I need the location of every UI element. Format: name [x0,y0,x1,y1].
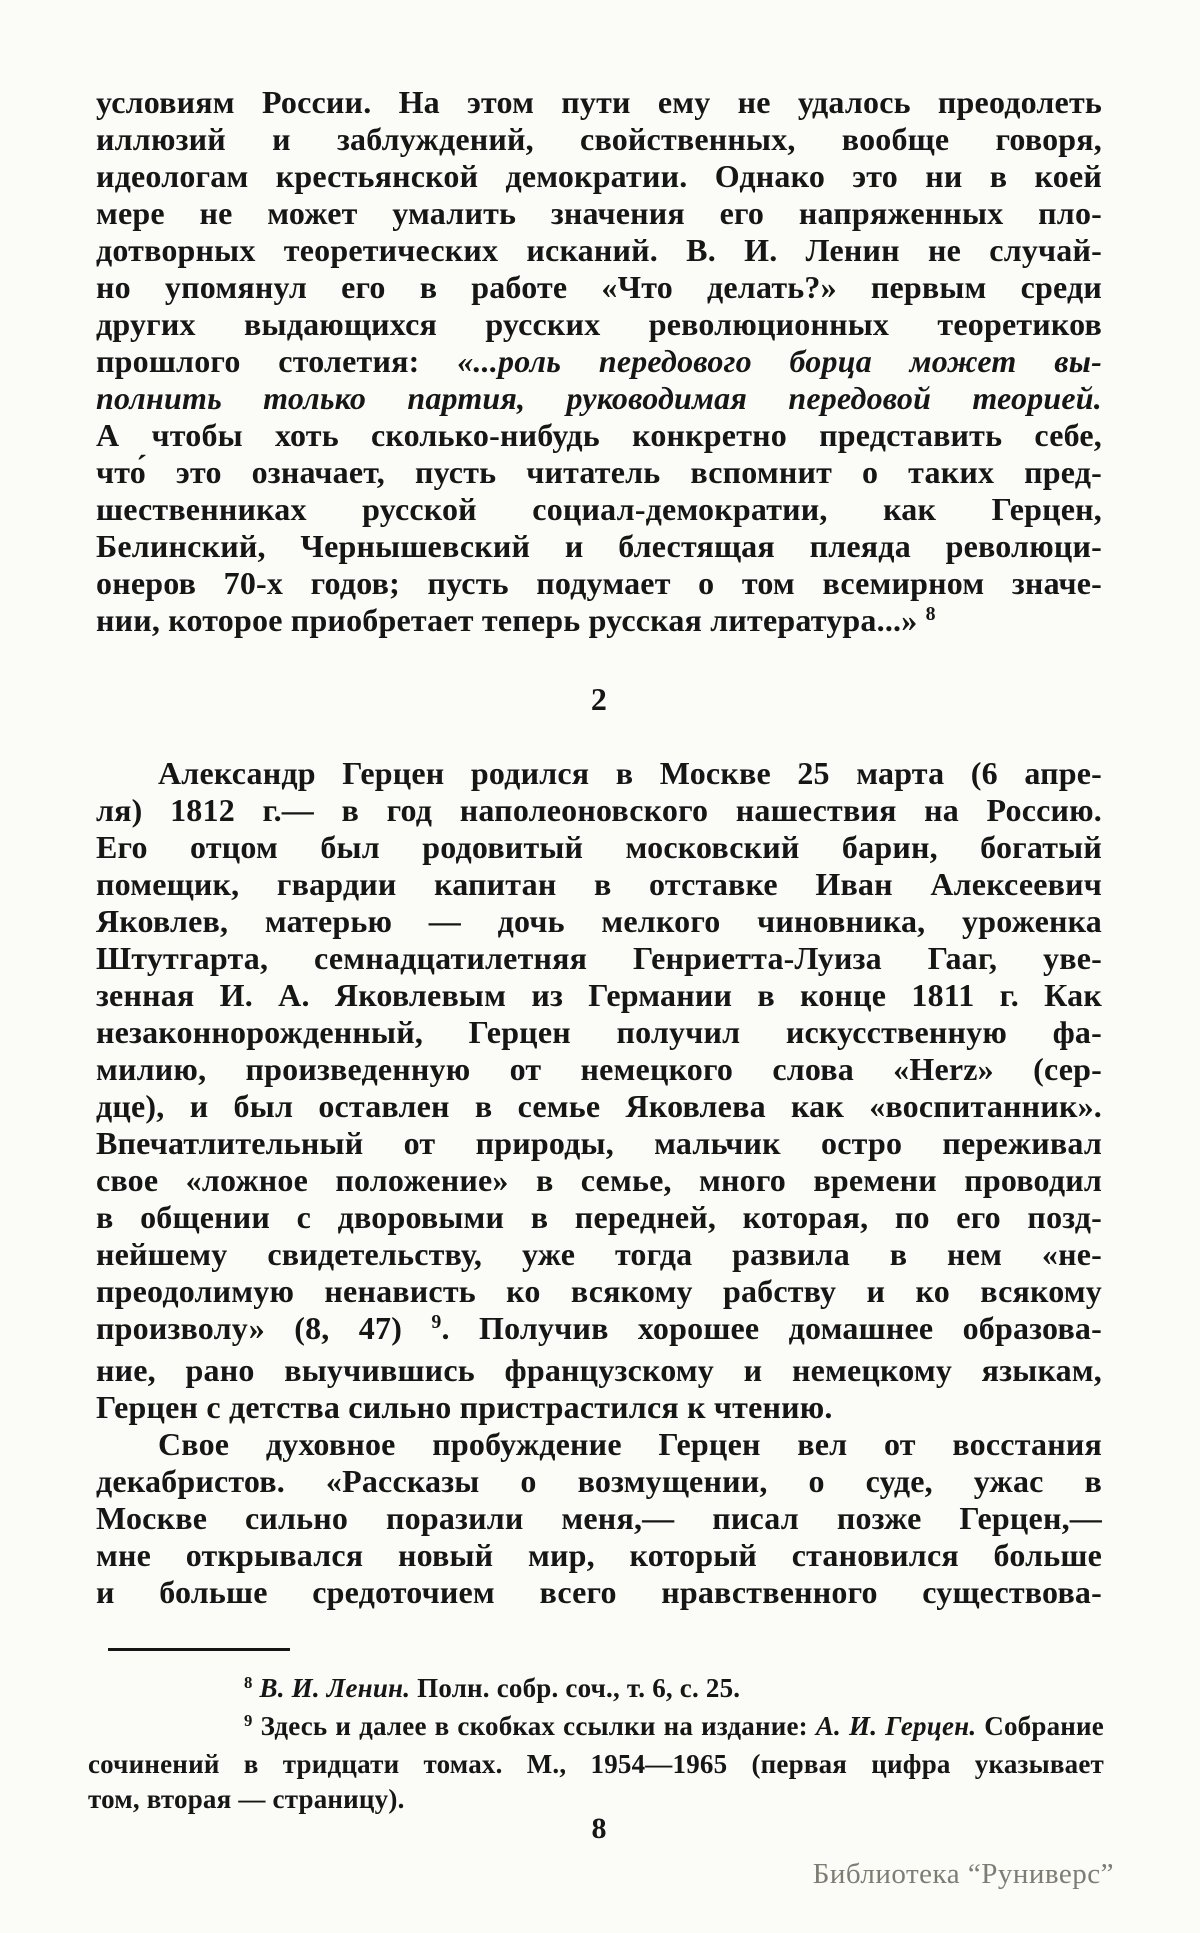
text-segment: иллюзий и заблуждений, свойственных, вообще говоря, [96,121,1102,157]
text-segment: милию, произведенную от немецкого слова «Herz» (сер- [96,1051,1102,1087]
text-line [96,343,1102,380]
text-segment: полнить только партия, руководимая передовой теорией. [96,380,1102,416]
paragraph-continuation [96,84,1102,644]
text-line [96,269,1102,306]
section-number-heading: 2 [590,681,608,717]
text-segment: дотворных теоретических исканий. В. И. Ленин не случай- [96,232,1102,268]
text-segment: . Получив хорошее домашнее образова- [441,1310,1102,1346]
text-segment: помещик, гвардии капитан в отставке Иван Алексеевич [96,866,1102,902]
text-line [96,528,1102,565]
text-segment: Полн. собр. соч., т. 6, с. 25. [410,1673,741,1703]
text-line [96,792,1102,829]
text-segment: что́ это означает, пусть читатель вспомнит о таких пред- [96,454,1102,490]
text-segment: мне открывался новый мир, который становился больше [96,1537,1102,1573]
text-line [96,1088,1102,1125]
text-segment: Его отцом был родовитый московский барин, богатый [96,829,1102,865]
footnotes-section [88,1648,1104,1817]
text-segment: Герцен с детства сильно пристрастился к чтению. [96,1389,833,1425]
text-line [96,1199,1102,1236]
text-segment [253,1673,260,1703]
footnote-items [88,1671,1104,1817]
text-line [88,1747,1104,1782]
text-segment: идеологам крестьянской демократии. Однако это ни в коей [96,158,1102,194]
text-segment: нии, которое приобретает теперь русская литература...» [96,602,926,638]
footnote-9 [88,1709,1104,1817]
text-segment: Александр Герцен родился в Москве 25 марта (6 апре- [158,755,1102,791]
text-segment: Белинский, Чернышевский и блестящая плеяда революци- [96,528,1102,564]
text-line [96,1273,1102,1310]
text-line [96,829,1102,866]
text-segment: и больше средоточием всего нравственного существова- [96,1574,1102,1610]
text-segment: других выдающихся русских революционных теоретиков [96,306,1102,342]
text-segment: Штутгарта, семнадцатилетняя Генриетта-Луиза Гааг, уве- [96,940,1102,976]
text-line [96,755,1102,792]
text-line [88,1709,1104,1747]
text-segment: сочинений в тридцати томах. М., 1954—1965 (первая цифра указывает [88,1749,1104,1779]
text-segment: зенная И. А. Яковлевым из Германии в конце 1811 г. Как [96,977,1102,1013]
text-segment: том, вторая — страницу). [88,1784,405,1814]
text-segment: нейшему свидетельству, уже тогда развила в нем «не- [96,1236,1102,1272]
text-line [96,306,1102,343]
page-number: 8 [591,1812,607,1845]
footnote-separator-rule [108,1648,290,1651]
text-line [96,1537,1102,1574]
text-line [96,491,1102,528]
text-segment: в общении с дворовыми в передней, которая, по его позд- [96,1199,1102,1235]
text-segment: преодолимую ненависть ко всякому рабству и ко всякому [96,1273,1102,1309]
footnote-marker: 8 [244,1672,253,1692]
text-line [96,195,1102,232]
text-line [96,565,1102,602]
text-line [96,1389,1102,1426]
text-segment: декабристов. «Рассказы о возмущении, о суде, ужас в [96,1463,1102,1499]
text-segment: но упомянул его в работе «Что делать?» первым среди [96,269,1102,305]
text-segment: мере не может умалить значения его напряженных пло- [96,195,1102,231]
text-segment: онеров 70-х годов; пусть подумает о том всемирном значе- [96,565,1102,601]
text-line [96,1426,1102,1463]
text-line [96,1500,1102,1537]
text-segment: Собрание [976,1711,1104,1741]
text-line [96,903,1102,940]
text-line [96,1310,1102,1352]
text-line [96,121,1102,158]
text-segment: А. И. Герцен. [815,1711,977,1741]
text-line [96,940,1102,977]
text-line [96,1125,1102,1162]
text-line [96,158,1102,195]
text-line [96,1051,1102,1088]
text-segment: А чтобы хоть сколько-нибудь конкретно представить себе, [96,417,1102,453]
library-watermark: Библиотека “Руниверс” [812,1858,1114,1890]
text-segment: произволу» (8, 47) [96,1310,432,1346]
text-line [96,417,1102,454]
text-segment: прошлого столетия: [96,343,458,379]
text-segment: ля) 1812 г.— в год наполеоновского нашествия на Россию. [96,792,1102,828]
text-line [96,977,1102,1014]
text-line [96,1574,1102,1611]
text-segment: Москве сильно поразили меня,— писал позже Герцен,— [96,1500,1102,1536]
text-line [96,1463,1102,1500]
paragraph-awakening [96,1426,1102,1611]
text-segment: ние, рано выучившись французскому и немецкому языкам, [96,1352,1102,1388]
footnote-marker: 9 [244,1710,253,1730]
text-line [96,1162,1102,1199]
text-segment: Свое духовное пробуждение Герцен вел от восстания [158,1426,1102,1462]
text-line [96,84,1102,121]
text-segment: условиям России. На этом пути ему не удалось преодолеть [96,84,1102,120]
text-segment: В. И. Ленин. [259,1673,411,1703]
text-line [96,1014,1102,1051]
text-line [96,1236,1102,1273]
text-segment: шественниках русской социал-демократии, как Герцен, [96,491,1102,527]
footnote-marker: 8 [925,603,936,626]
text-line [96,232,1102,269]
text-line [96,454,1102,491]
text-segment: Здесь и далее в скобках ссылки на издание: [252,1711,816,1741]
paragraph-biography [96,755,1102,1426]
text-line [96,1352,1102,1389]
text-segment: незаконнорожденный, Герцен получил искусственную фа- [96,1014,1102,1050]
text-segment: свое «ложное положение» в семье, много времени проводил [96,1162,1102,1198]
text-line [96,380,1102,417]
text-segment: Впечатлительный от природы, мальчик остро переживал [96,1125,1102,1161]
text-segment: Яковлев, матерью — дочь мелкого чиновника, уроженка [96,903,1102,939]
text-line [96,602,1102,644]
text-line [96,866,1102,903]
main-text-block [96,84,1102,1611]
text-segment: «...роль передового борца может вы- [457,343,1102,379]
text-segment: дце), и был оставлен в семье Яковлева как «воспитанник». [96,1088,1102,1124]
footnote-marker: 9 [431,1311,442,1334]
